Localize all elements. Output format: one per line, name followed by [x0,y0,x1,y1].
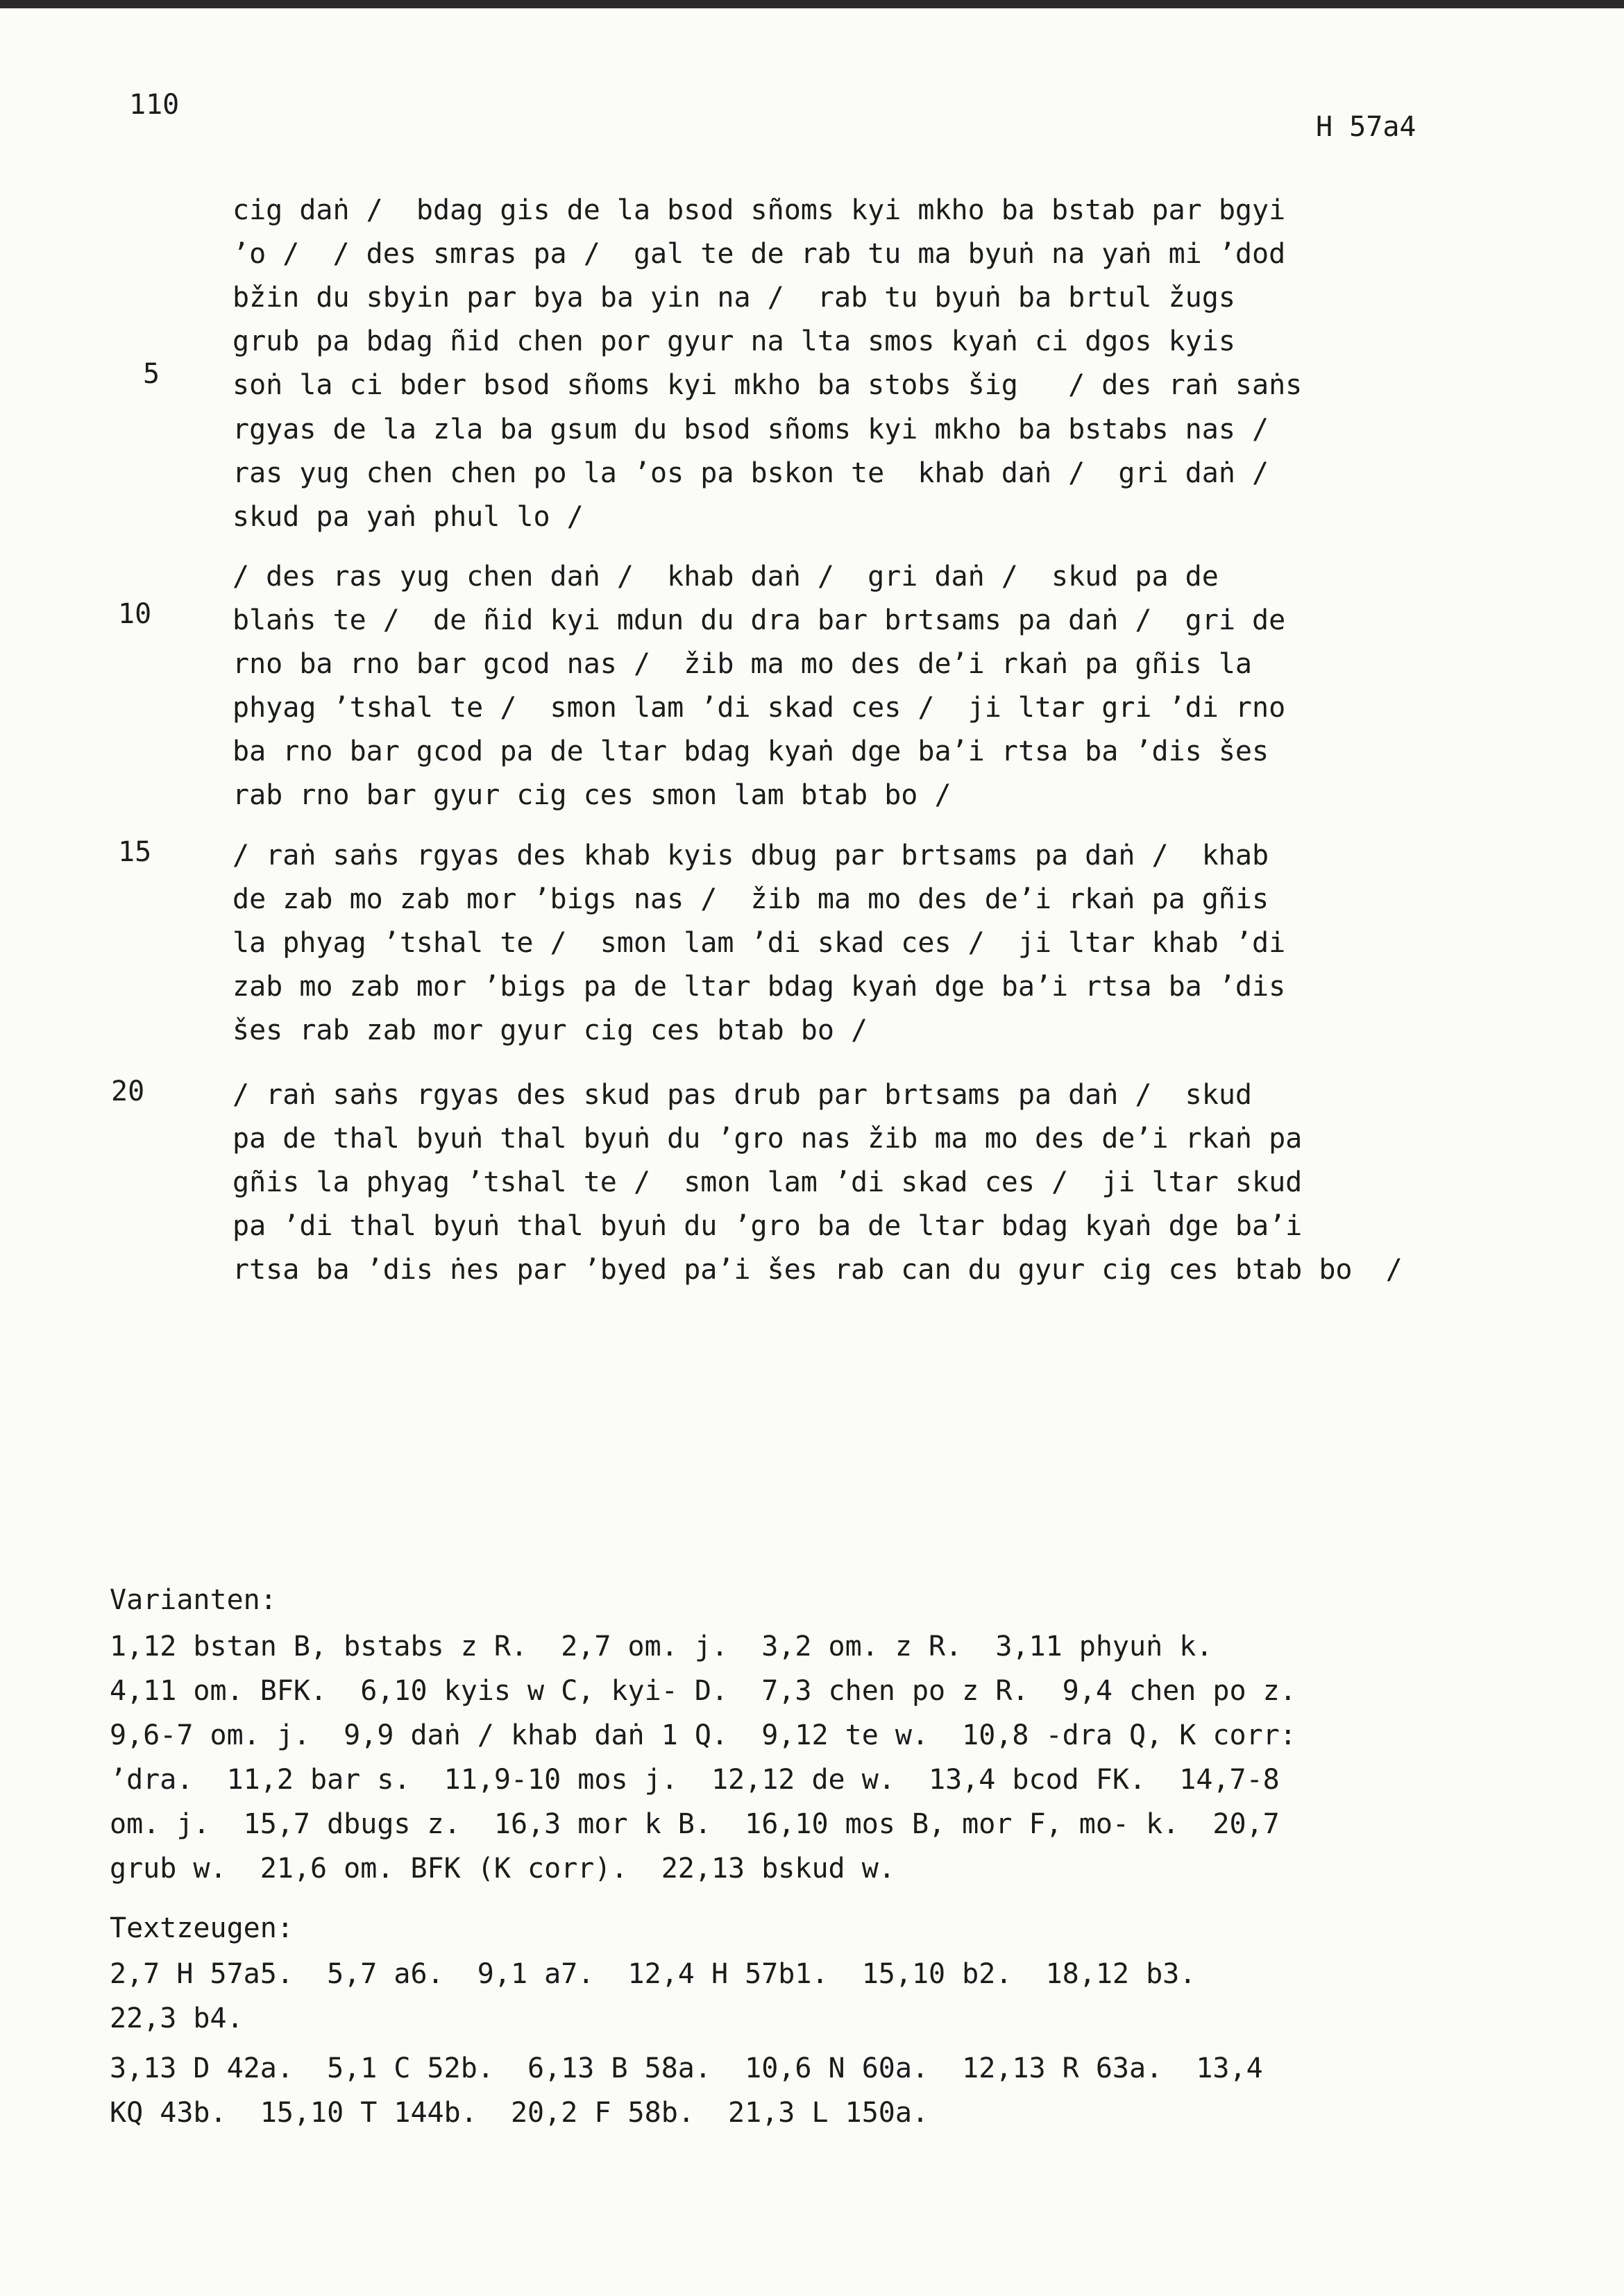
text-line: blaṅs te / de ñid kyi mdun du dra bar brtsams pa daṅ / gri de [232,604,1286,636]
top-border [0,0,1624,8]
text-line: šes rab zab mor gyur cig ces btab bo / [232,1014,868,1046]
text-line: / raṅ saṅs rgyas des khab kyis dbug par brtsams pa daṅ / khab [232,840,1269,871]
variant-line: 4,11 om. BFK. 6,10 kyis w C, kyi- D. 7,3 chen po z R. 9,4 chen po z. [110,1675,1296,1707]
variant-line: grub w. 21,6 om. BFK (K corr). 22,13 bskud w. [110,1853,895,1885]
text-line: soṅ la ci bder bsod sñoms kyi mkho ba stobs šig / des raṅ saṅs [232,369,1303,401]
manuscript-reference: H 57a4 [1316,111,1416,143]
line-number: 15 [118,836,152,868]
line-number: 5 [143,358,160,390]
varianten-heading: Varianten: [110,1584,277,1616]
text-line: la phyag ’tshal te / smon lam ’di skad ces / ji ltar khab ’di [232,927,1286,959]
text-line: skud pa yaṅ phul lo / [232,501,584,533]
witness-line: 3,13 D 42a. 5,1 C 52b. 6,13 B 58a. 10,6 N 60a. 12,13 R 63a. 13,4 [110,2052,1263,2084]
text-line: pa de thal byuṅ thal byuṅ du ’gro nas žib ma mo des de’i rkaṅ pa [232,1123,1303,1155]
text-line: ras yug chen chen po la ’os pa bskon te khab daṅ / gri daṅ / [232,457,1269,489]
variant-line: ’dra. 11,2 bar s. 11,9-10 mos j. 12,12 de w. 13,4 bcod FK. 14,7-8 [110,1764,1280,1796]
witness-line: KQ 43b. 15,10 T 144b. 20,2 F 58b. 21,3 L 150a. [110,2097,929,2129]
text-line: ’o / / des smras pa / gal te de rab tu ma byuṅ na yaṅ mi ’dod [232,238,1286,270]
text-line: / des ras yug chen daṅ / khab daṅ / gri daṅ / skud pa de [232,561,1219,593]
variant-line: om. j. 15,7 dbugs z. 16,3 mor k B. 16,10 mos B, mor F, mo- k. 20,7 [110,1808,1280,1840]
text-line: grub pa bdag ñid chen por gyur na lta smos kyaṅ ci dgos kyis [232,325,1235,357]
text-line: pa ’di thal byuṅ thal byuṅ du ’gro ba de ltar bdag kyaṅ dge ba’i [232,1210,1303,1242]
witness-line: 2,7 H 57a5. 5,7 a6. 9,1 a7. 12,4 H 57b1. 15,10 b2. 18,12 b3. [110,1958,1196,1990]
text-line: rgyas de la zla ba gsum du bsod sñoms kyi mkho ba bstabs nas / [232,414,1269,445]
textzeugen-heading: Textzeugen: [110,1912,294,1944]
text-line: rtsa ba ’dis ṅes par ’byed pa’i šes rab can du gyur cig ces btab bo / [232,1254,1403,1286]
line-number: 20 [111,1075,145,1107]
text-line: zab mo zab mor ’bigs pa de ltar bdag kyaṅ dge ba’i rtsa ba ’dis [232,971,1286,1003]
text-line: phyag ’tshal te / smon lam ’di skad ces / ji ltar gri ’di rno [232,692,1286,724]
text-line: cig daṅ / bdag gis de la bsod sñoms kyi mkho ba bstab par bgyi [232,194,1286,226]
text-line: / raṅ saṅs rgyas des skud pas drub par brtsams pa daṅ / skud [232,1079,1253,1111]
text-line: gñis la phyag ’tshal te / smon lam ’di skad ces / ji ltar skud [232,1166,1303,1198]
text-line: ba rno bar gcod pa de ltar bdag kyaṅ dge ba’i rtsa ba ’dis šes [232,735,1269,767]
variant-line: 1,12 bstan B, bstabs z R. 2,7 om. j. 3,2 om. z R. 3,11 phyuṅ k. [110,1631,1213,1663]
text-line: bžin du sbyin par bya ba yin na / rab tu byuṅ ba brtul žugs [232,282,1235,314]
page-number: 110 [129,89,180,121]
text-line: de zab mo zab mor ’bigs nas / žib ma mo des de’i rkaṅ pa gñis [232,883,1269,915]
witness-line: 22,3 b4. [110,2002,244,2034]
line-number: 10 [118,598,152,630]
variant-line: 9,6-7 om. j. 9,9 daṅ / khab daṅ 1 Q. 9,12 te w. 10,8 -dra Q, K corr: [110,1719,1296,1751]
text-line: rno ba rno bar gcod nas / žib ma mo des de’i rkaṅ pa gñis la [232,648,1253,680]
text-line: rab rno bar gyur cig ces smon lam btab bo / [232,779,951,811]
